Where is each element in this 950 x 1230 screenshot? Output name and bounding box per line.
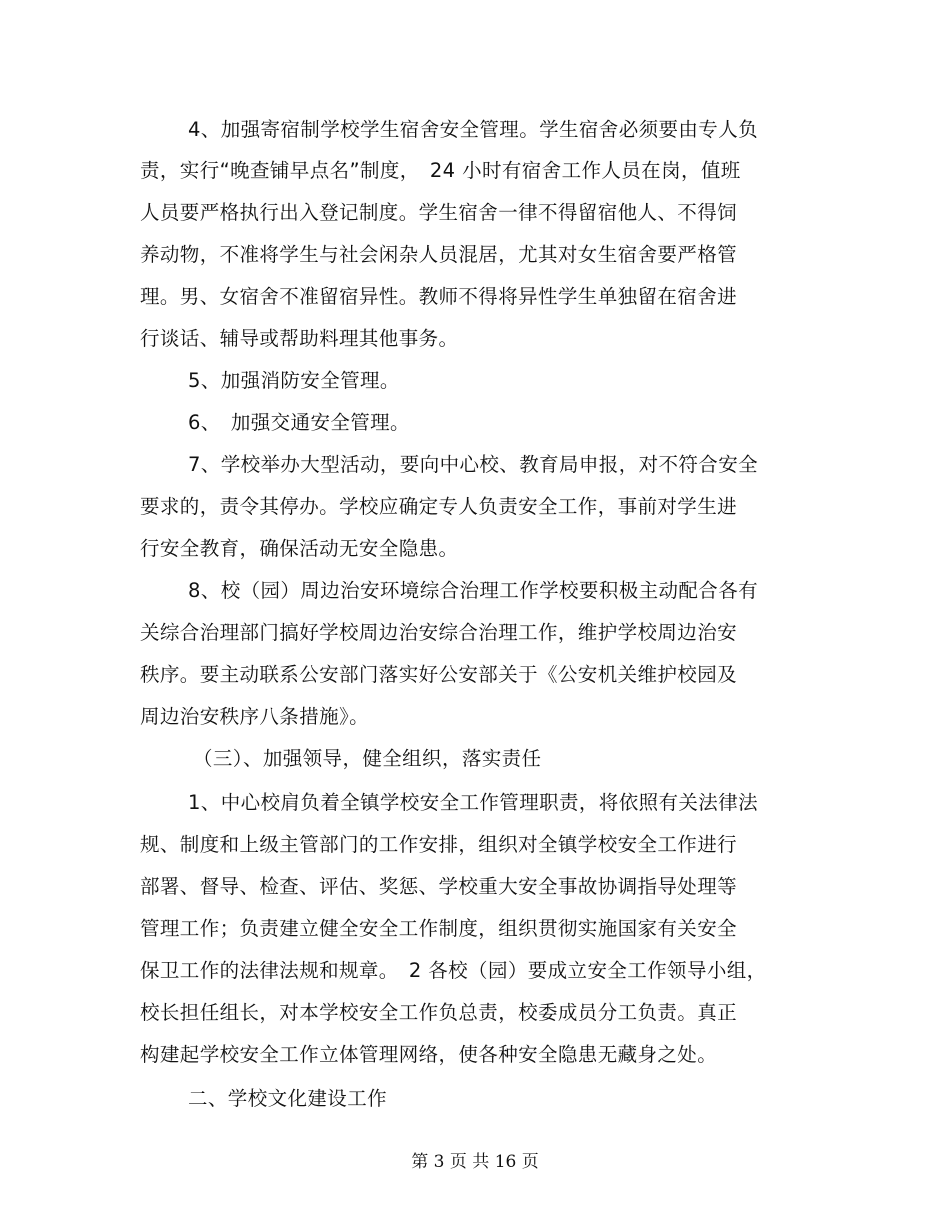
paragraph-line: 8、校（园）周边治安环境综合治理工作学校要积极主动配合各有	[188, 579, 759, 602]
paragraph-line: 要求的，责令其停办。学校应确定专人负责安全工作，事前对学生进	[140, 495, 738, 518]
paragraph-line: 养动物，不准将学生与社会闲杂人员混居，尤其对女生宿舍要严格管	[140, 243, 738, 266]
paragraph-line: 周边治安秩序八条措施》。	[140, 705, 370, 728]
paragraph-line: 1、中心校肩负着全镇学校安全工作管理职责，将依照有关法律法	[188, 791, 759, 814]
paragraph-line: 行安全教育，确保活动无安全隐患。	[140, 537, 459, 560]
paragraph-line: 构建起学校安全工作立体管理网络，使各种安全隐患无藏身之处。	[140, 1043, 718, 1066]
paragraph-line: 责，实行“晚查铺早点名”制度， 24 小时有宿舍工作人员在岗，值班	[140, 159, 741, 182]
paragraph-line: 5、加强消防安全管理。	[188, 369, 400, 392]
page-footer: 第 3 页 共 16 页	[411, 1152, 539, 1172]
paragraph-line: 理。男、女宿舍不准留宿异性。教师不得将异性学生单独留在宿舍进	[140, 285, 738, 308]
paragraph-line: 行谈话、辅导或帮助料理其他事务。	[140, 327, 459, 350]
paragraph-line: 部署、督导、检查、评估、奖惩、学校重大安全事故协调指导处理等	[140, 875, 738, 898]
paragraph-line: 6、 加强交通安全管理。	[188, 411, 410, 434]
paragraph-line: 保卫工作的法律法规和规章。 2 各校（园）要成立安全工作领导小组，	[140, 959, 767, 982]
paragraph-line: 4、加强寄宿制学校学生宿舍安全管理。学生宿舍必须要由专人负	[188, 118, 759, 141]
paragraph-line: 规、制度和上级主管部门的工作安排，组织对全镇学校安全工作进行	[140, 833, 738, 856]
section-heading: （三）、加强领导，健全组织，落实责任	[193, 747, 542, 770]
section-heading: 二、学校文化建设工作	[188, 1087, 388, 1110]
paragraph-line: 秩序。要主动联系公安部门落实好公安部关于《公安机关维护校园及	[140, 663, 738, 686]
paragraph-line: 管理工作；负责建立健全安全工作制度，组织贯彻实施国家有关安全	[140, 917, 738, 940]
paragraph-line: 人员要严格执行出入登记制度。学生宿舍一律不得留宿他人、不得饲	[140, 201, 738, 224]
paragraph-line: 7、学校举办大型活动，要向中心校、教育局申报，对不符合安全	[188, 453, 759, 476]
paragraph-line: 校长担任组长，对本学校安全工作负总责，校委成员分工负责。真正	[140, 1001, 738, 1024]
paragraph-line: 关综合治理部门搞好学校周边治安综合治理工作，维护学校周边治安	[140, 621, 738, 644]
